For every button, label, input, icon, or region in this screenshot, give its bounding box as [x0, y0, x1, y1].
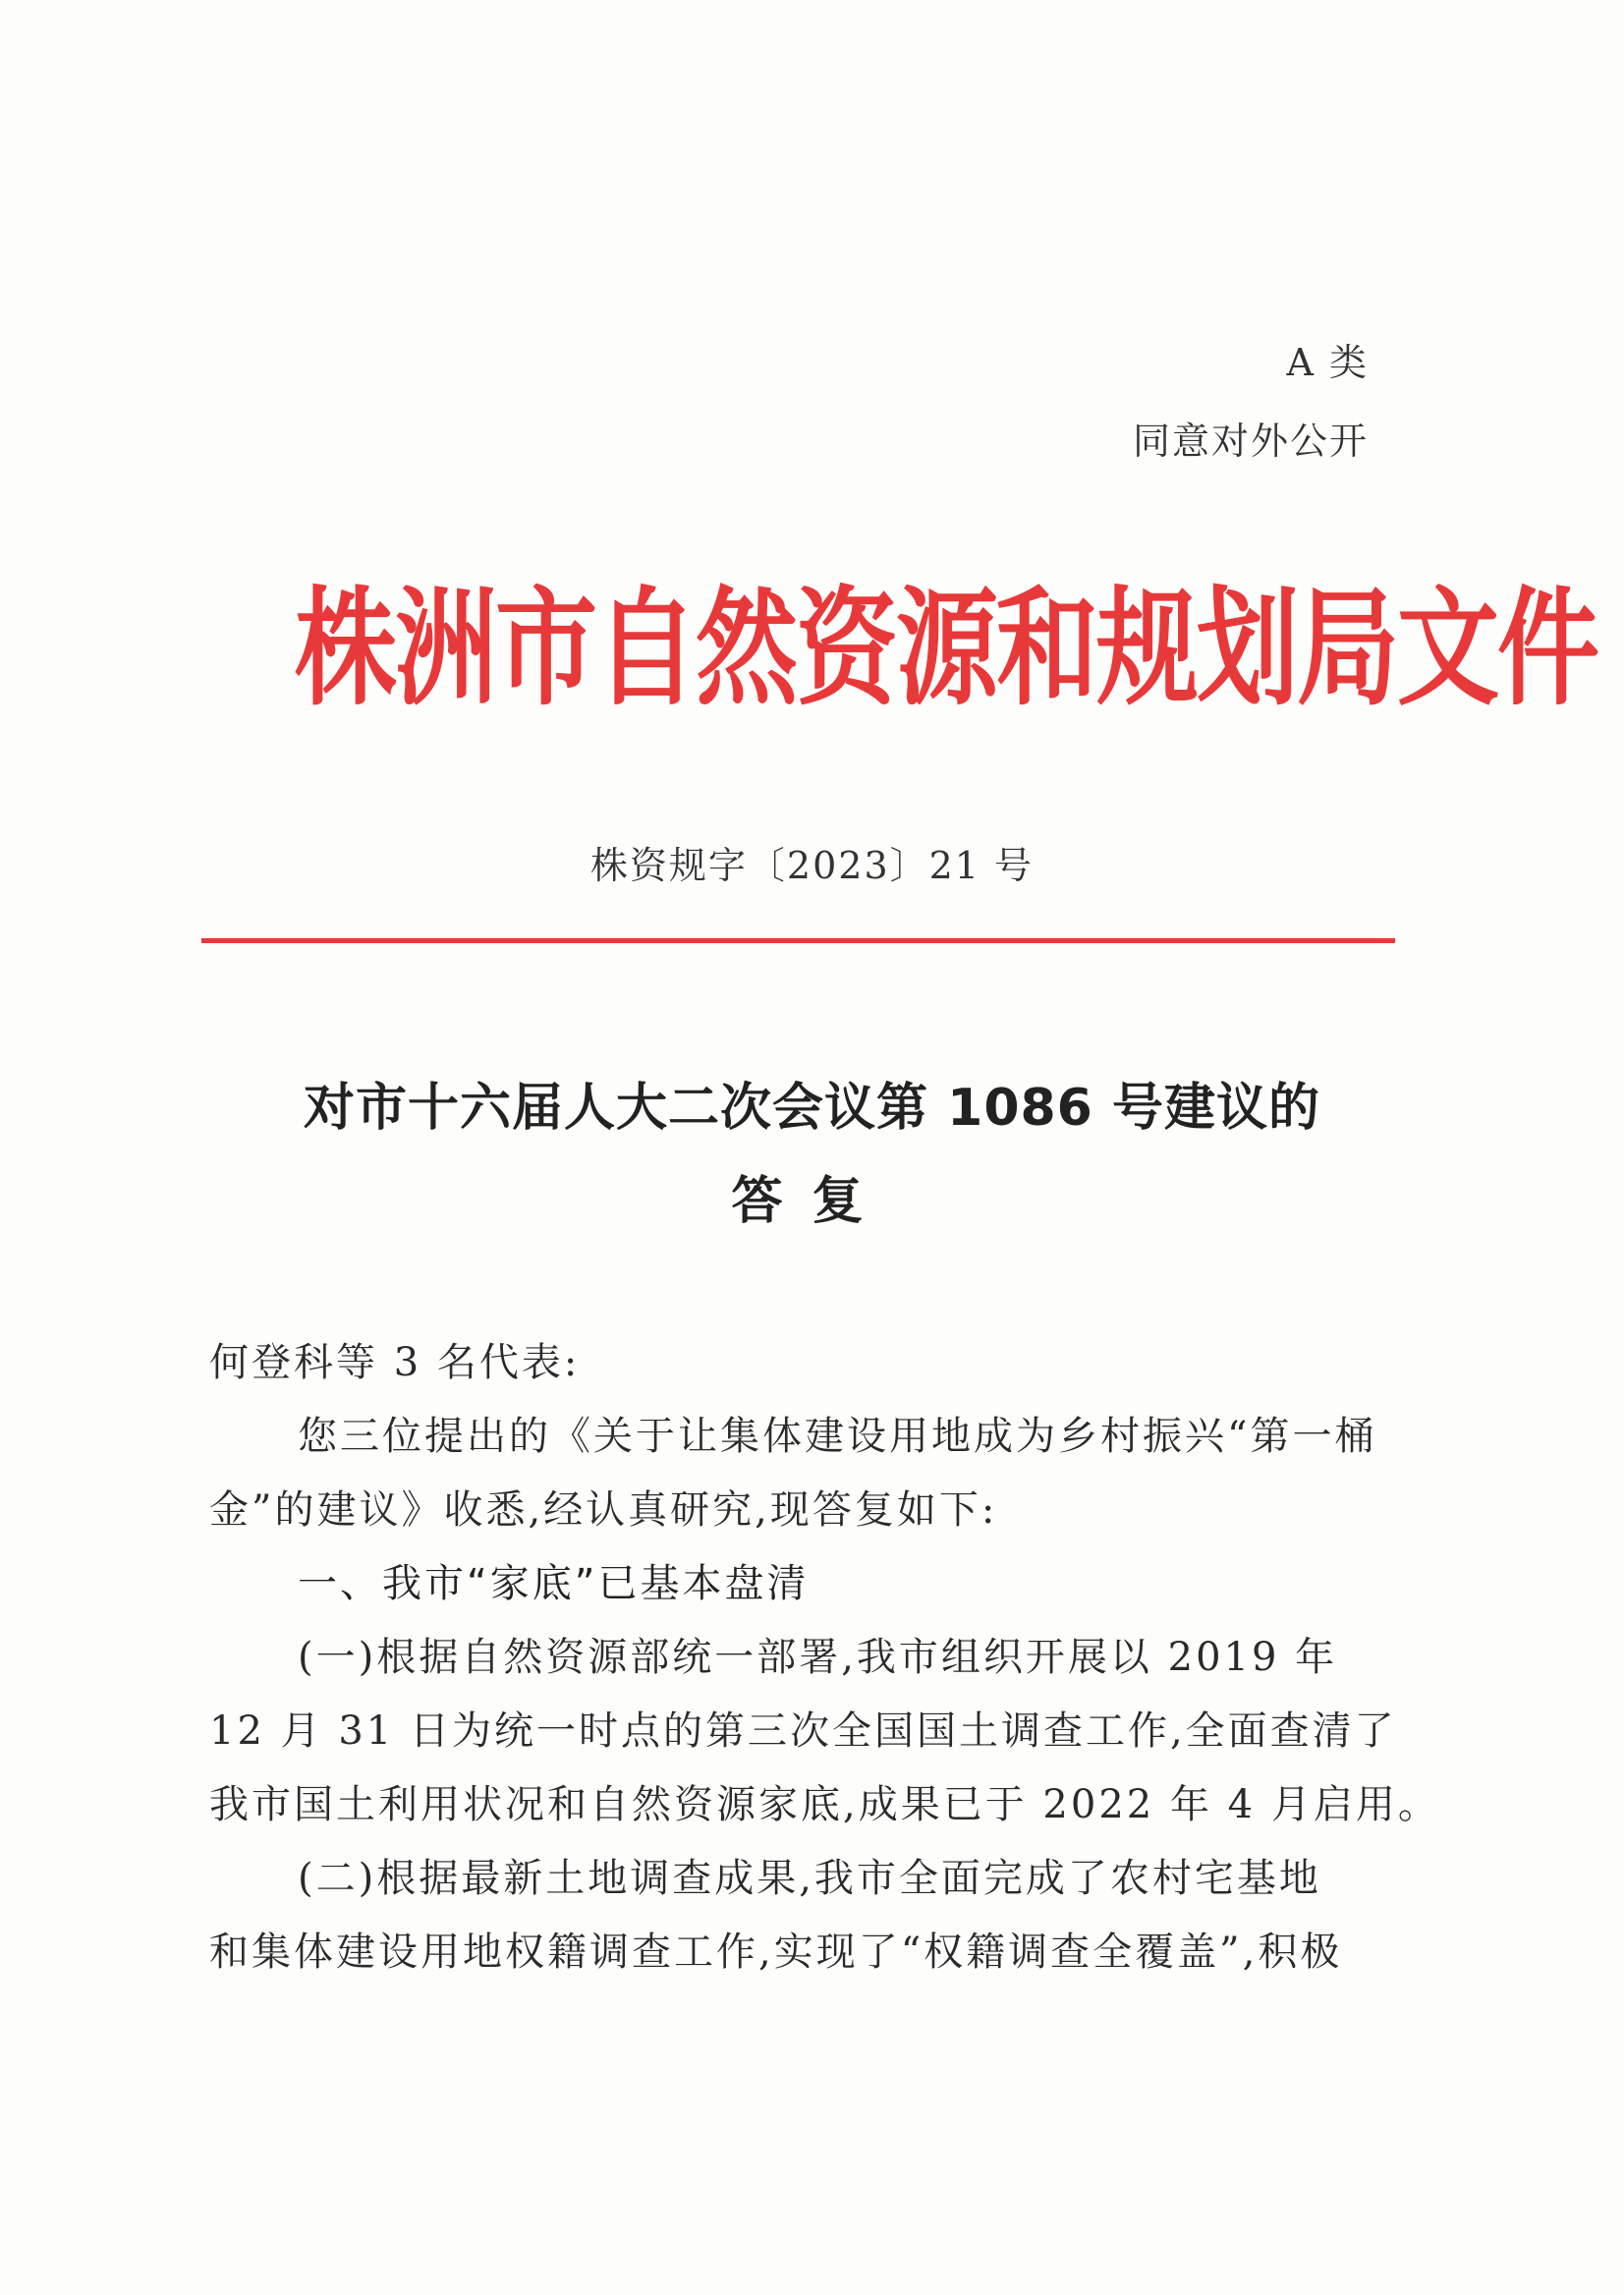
document-title-line-2: 答复 — [731, 1172, 893, 1231]
paragraph-3-line-2: 和集体建设用地权籍调查工作,实现了“权籍调查全覆盖”,积极 — [209, 1930, 1343, 1975]
salutation: 何登科等 3 名代表: — [209, 1340, 581, 1385]
document-number: 株资规字〔2023〕21 号 — [589, 844, 1035, 887]
masthead-title: 株洲市自然资源和规划局文件 — [295, 573, 1598, 724]
section-heading-1: 一、我市“家底”已基本盘清 — [298, 1561, 810, 1606]
paragraph-3-line-1: (二)根据最新土地调查成果,我市全面完成了农村宅基地 — [298, 1856, 1321, 1901]
document-category: A 类 — [1286, 341, 1369, 384]
paragraph-1-line-2: 金”的建议》收悉,经认真研究,现答复如下: — [209, 1487, 998, 1533]
paragraph-2-line-3: 我市国土利用状况和自然资源家底,成果已于 2022 年 4 月启用。 — [209, 1782, 1440, 1827]
paragraph-2-line-2: 12 月 31 日为统一时点的第三次全国国土调查工作,全面查清了 — [209, 1708, 1397, 1754]
disclosure-status: 同意对外公开 — [1132, 420, 1369, 463]
paragraph-1-line-1: 您三位提出的《关于让集体建设用地成为乡村振兴“第一桶 — [298, 1414, 1377, 1459]
paragraph-2-line-1: (一)根据自然资源部统一部署,我市组织开展以 2019 年 — [298, 1635, 1338, 1680]
document-title-line-1: 对市十六届人大二次会议第 1086 号建议的 — [304, 1079, 1320, 1138]
red-separator-line — [201, 938, 1395, 943]
